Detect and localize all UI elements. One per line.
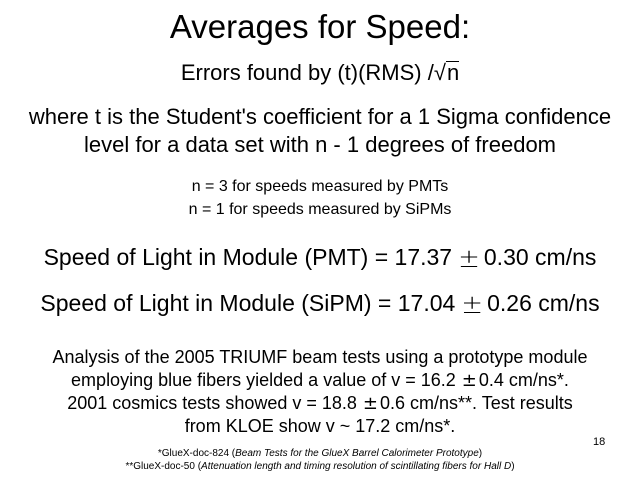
errors-formula-text: Errors found by (t)(RMS) / [180, 60, 434, 85]
speed-pmt-error: 0.30 cm/ns [483, 244, 597, 270]
reference-1 [0, 448, 640, 459]
analysis-line-2-error: 0.4 cm/ns*. [478, 370, 569, 390]
analysis-line-3-text: 2001 cosmics tests showed v = 18.8 [67, 393, 357, 413]
analysis-line-3 [0, 393, 640, 415]
sqrt-argument: n [446, 60, 460, 85]
n-line-pmt: n = 3 for speeds measured by PMTs [191, 178, 449, 195]
reference-1-prefix: *GlueX-doc-824 ( [157, 448, 236, 459]
reference-2-prefix: **GlueX-doc-50 ( [125, 461, 202, 472]
where-line-2: level for a data set with n - 1 degrees of freedom [83, 132, 557, 157]
reference-2-suffix: ) [511, 461, 515, 472]
page-number: 18 [593, 436, 606, 448]
speed-sipm-error: 0.26 cm/ns [487, 290, 600, 316]
slide-title: Averages for Speed: [169, 8, 471, 45]
plus-minus-symbol: ± [458, 244, 480, 274]
plus-minus-symbol: ± [461, 290, 484, 320]
reference-2 [0, 461, 640, 472]
errors-formula [0, 60, 640, 85]
analysis-line-1: Analysis of the 2005 TRIUMF beam tests using a prototype module [52, 347, 588, 367]
speed-sipm-value: Speed of Light in Module (SiPM) = 17.04 [40, 290, 456, 316]
reference-1-suffix: ) [478, 448, 483, 459]
reference-2-title: Attenuation length and timing resolution of scintillating fibers for Hall D [201, 461, 512, 472]
reference-1-title: Beam Tests for the GlueX Barrel Calorimeter Prototype [235, 448, 479, 459]
where-line-1: where t is the Student's coefficient for a 1 Sigma confidence [28, 104, 612, 129]
speed-pmt-value: Speed of Light in Module (PMT) = 17.37 [43, 244, 453, 270]
plus-minus-symbol: ± [362, 393, 378, 414]
n-line-sipm: n = 1 for speeds measured by SiPMs [188, 201, 452, 218]
analysis-line-2 [0, 370, 640, 392]
speed-sipm-result [0, 290, 640, 321]
plus-minus-symbol: ± [461, 370, 477, 391]
analysis-line-3-error: 0.6 cm/ns**. Test results [380, 393, 573, 413]
analysis-line-4: from KLOE show v ~ 17.2 cm/ns*. [184, 416, 456, 436]
speed-pmt-result [0, 244, 640, 275]
sqrt-symbol: √ [433, 60, 446, 85]
analysis-line-2-text: employing blue fibers yielded a value of v = 16.2 [71, 370, 456, 390]
